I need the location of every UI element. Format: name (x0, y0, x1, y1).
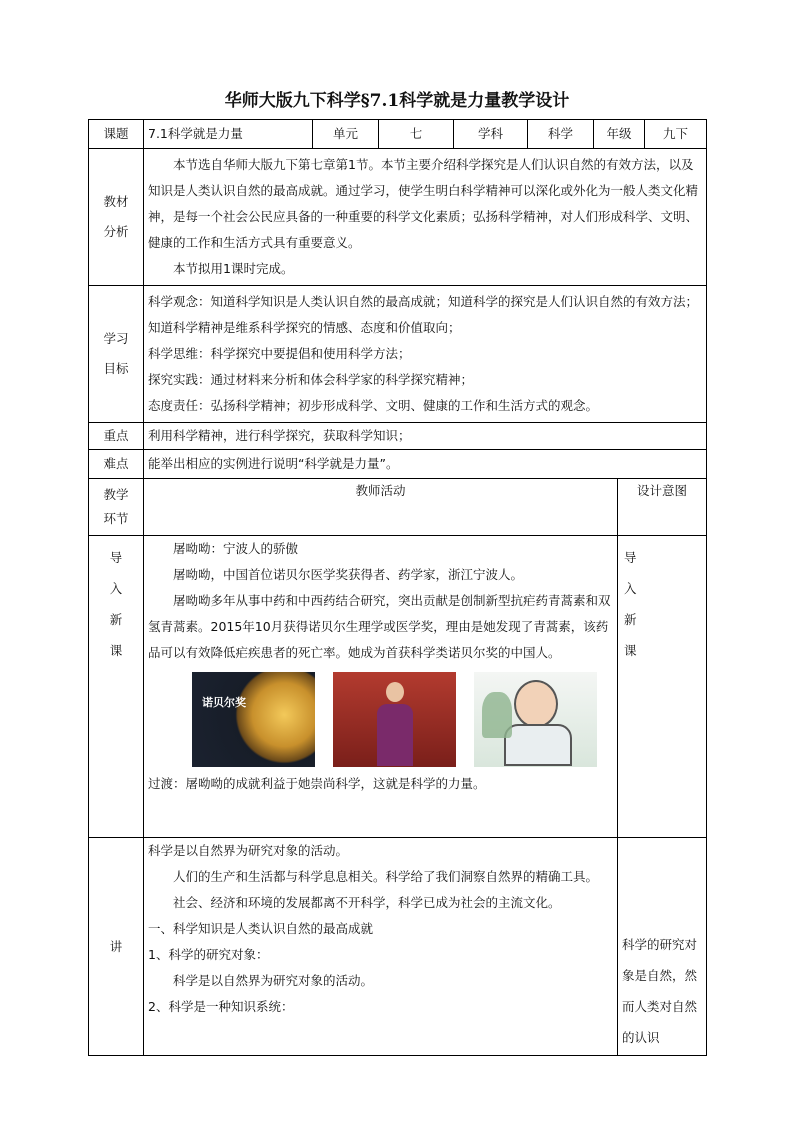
objectives-content (144, 286, 707, 423)
subject-value: 科学 (528, 120, 594, 149)
page-title: 华师大版九下科学§7.1科学就是力量教学设计 (224, 91, 570, 111)
analysis-paragraph: 本节选自华师大版九下第七章第1节。本节主要介绍科学探究是人们认识自然的有效方法，以及知识是人类认识自然的最高成就。通过学习，使学生明白科学精神可以深化或外化为一般人类文化精神，是每一个社会公民应具备的一种重要的科学文化素质；弘扬科学精神，对人们形成科学、文明、健康的工作和生活方式具有重要意义。 (148, 157, 699, 250)
lecture-stage: 讲 (89, 838, 144, 1056)
difficulty-content: 能举出相应的实例进行说明“科学就是力量”。 (144, 450, 707, 479)
intro-activity: 屠呦呦：宁波人的骄傲 屠呦呦，中国首位诺贝尔医学奖获得者、药学家，浙江宁波人。 屠呦呦多年从事中药和中西药结合研究，突出贡献是创制新型抗疟药青蒿素和双氢青蒿素。2015年10月获得诺贝尔生理学或医学奖，理由是她发现了青蒿素，该药品可以有效降低疟疾患者的死亡率。她成为首获科学类诺贝尔奖的中国人。 诺贝尔奖 过渡：屠呦呦的成就利益于她崇尚科学，这就是科学的力量。 (144, 536, 618, 838)
topic-value: 7.1科学就是力量 (144, 120, 313, 149)
person-figure (377, 682, 413, 767)
analysis-label: 教材 分析 (89, 149, 144, 286)
process-table (88, 478, 707, 1056)
lecture-intent: 科学的研究对象是自然，然而人类对自然的认识 (618, 838, 707, 1056)
info-table (88, 119, 707, 479)
teacher-activity-header: 教师活动 (144, 479, 618, 536)
objective-line: 态度责任：弘扬科学精神；初步形成科学、文明、健康的工作和生活方式的观念。 (148, 398, 599, 413)
nobel-medal-image: 诺贝尔奖 (192, 672, 315, 767)
stage-header: 教学 环节 (89, 479, 144, 536)
intro-images (192, 672, 613, 767)
key-content: 利用科学精神，进行科学探究，获取科学知识； (144, 423, 707, 450)
design-intent-header: 设计意图 (618, 479, 707, 536)
award-photo-image (333, 672, 456, 767)
subject-label: 学科 (454, 120, 528, 149)
intro-intent: 导 入 新 课 (618, 536, 707, 838)
analysis-content (144, 149, 707, 286)
objective-line: 探究实践：通过材料来分析和体会科学家的科学探究精神； (148, 372, 474, 387)
grade-label: 年级 (594, 120, 645, 149)
intro-stage: 导 入 新 课 (89, 536, 144, 838)
objectives-label: 学习 目标 (89, 286, 144, 423)
analysis-paragraph: 本节拟用1课时完成。 (173, 261, 294, 276)
cartoon-figure (504, 680, 568, 764)
key-label: 重点 (89, 423, 144, 450)
objective-line: 科学观念：知道科学知识是人类认识自然的最高成就；知道科学的探究是人们认识自然的有效方法；知道科学精神是维系科学探究的情感、态度和价值取向； (148, 294, 699, 335)
grade-value: 九下 (645, 120, 707, 149)
unit-value: 七 (379, 120, 454, 149)
difficulty-label: 难点 (89, 450, 144, 479)
unit-label: 单元 (313, 120, 379, 149)
lecture-activity: 科学是以自然界为研究对象的活动。 人们的生产和生活都与科学息息相关。科学给了我们洞察自然界的精确工具。 社会、经济和环境的发展都离不开科学，科学已成为社会的主流文化。 一、科学知识是人类认识自然的最高成就 1、科学的研究对象： 科学是以自然界为研究对象的活动。 2、科学是一种知识系统： (144, 838, 618, 1056)
topic-label: 课题 (89, 120, 144, 149)
objective-line: 科学思维：科学探究中要提倡和使用科学方法； (148, 346, 411, 361)
cartoon-portrait-image (474, 672, 597, 767)
